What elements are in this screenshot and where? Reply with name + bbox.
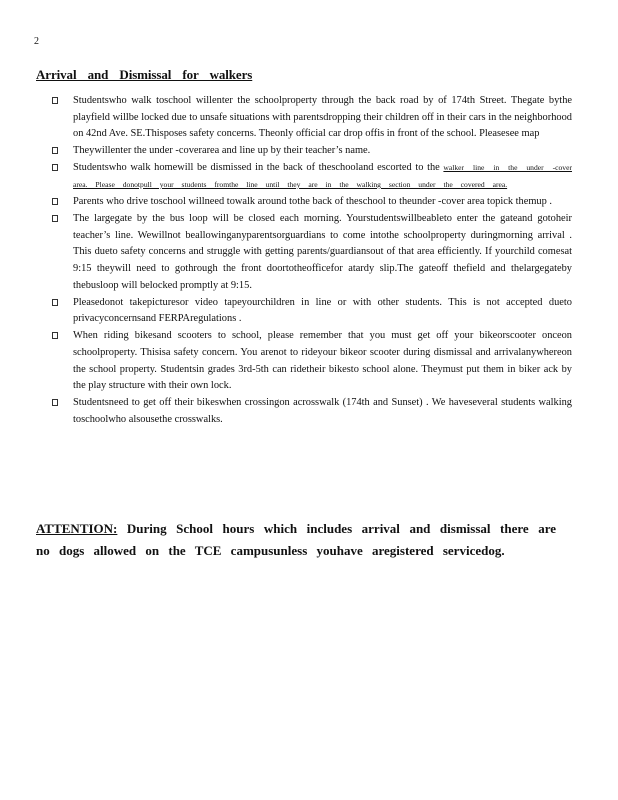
bullet-box-icon: [52, 399, 58, 406]
underlined-instruction: walker line in the under -cover area. Please donotpull your students fromthe line until they are in the walking section under the covered area.: [73, 163, 572, 189]
bullet-box-icon: [52, 147, 58, 154]
list-item: [52, 160, 572, 193]
bullet-box-icon: [52, 215, 58, 222]
list-item: [52, 194, 572, 211]
bullet-text: Studentsneed to get off their bikeswhen crossingon acrosswalk (174th and Sunset) . We haveseveral students walking toschoolwho alsousethe crosswalks.: [73, 397, 572, 425]
page-number: 2: [34, 36, 39, 47]
list-item: [52, 328, 572, 394]
section-heading: Arrival and Dismissal for walkers: [36, 67, 253, 82]
bullet-box-icon: [52, 164, 58, 171]
list-item: [52, 211, 572, 294]
bullet-text: Parents who drive toschool willneed towalk around tothe back of theschool to theunder -cover area topick themup .: [73, 196, 552, 208]
list-item: [52, 395, 572, 428]
list-item: [52, 93, 572, 143]
bullet-text: Pleasedonot takepicturesor video tapeyourchildren in line or with other students. This is not accepted dueto privacyconcernsand FERPAregulations .: [73, 296, 572, 325]
bullet-text: Studentswho walk toschool willenter the schoolproperty through the back road by of 174th Street. Thegate bythe playfield willbe locked due to unsafe situations with parentsdropping their children off in their cars in the neighborhood on 42nd Ave. SE.Thisposes safety concerns. Theonly official car drop offis in front of the school. Pleasesee map: [73, 95, 572, 140]
bullet-list: [52, 93, 572, 429]
bullet-text: Theywillenter the under -coverarea and line up by their teacher’s name.: [73, 145, 371, 157]
bullet-box-icon: [52, 198, 58, 205]
bullet-text: The largegate by the bus loop will be closed each morning. Yourstudentswillbeableto enter the gateand gotoheir teacher’s line. Wewillnot beallowinganyparentsorguardians to come intothe schoolproperty duringmorning arrival . This dueto safety concerns and struggle with getting parents/guardiansout of that area efficiently. If yourchild comesat 9:15 theywill need to gothrough the front doortotheofficefor atardy slip.The gateoff thefield and thelargegateby thebusloop will belocked promptly at 9:15.: [73, 213, 572, 291]
bullet-text: When riding bikesand scooters to school, please remember that you must get off your bikeorscooter onceon schoolproperty. Thisisa safety concern. You arenot to rideyour bikeor scooter during dismissal and arrivalanywhereon the school property. Studentsin grades 3rd-5th can ridetheir bikesto school alone. Theymust put them in biker ack by the play structure with their own lock.: [73, 330, 572, 392]
attention-label: ATTENTION:: [36, 521, 118, 536]
bullet-box-icon: [52, 332, 58, 339]
attention-notice: [36, 518, 556, 562]
bullet-box-icon: [52, 299, 58, 306]
attention-text: During School hours which includes arrival and dismissal there are no dogs allowed on the TCE campusunless youhave aregistered servicedog.: [36, 521, 556, 558]
bullet-text: Studentswho walk homewill be dismissed in the back of theschooland escorted to the: [73, 162, 440, 174]
bullet-box-icon: [52, 97, 58, 104]
list-item: [52, 295, 572, 328]
list-item: [52, 143, 572, 160]
